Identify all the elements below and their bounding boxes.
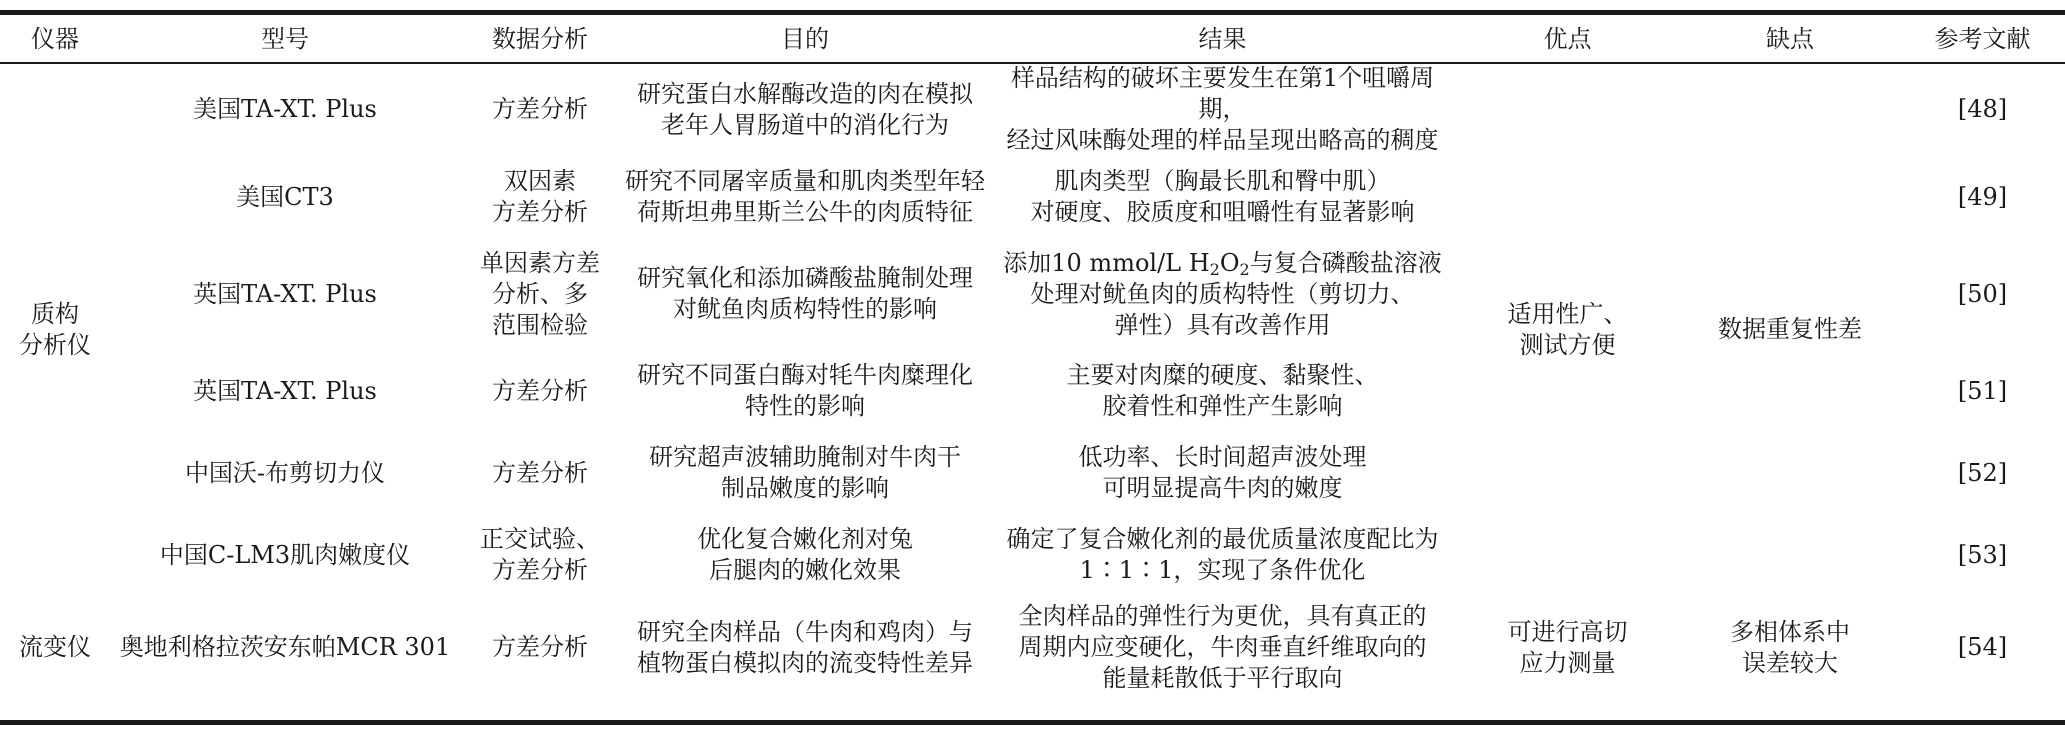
- cons-cell: 数据重复性差: [1718, 315, 1862, 343]
- result-cell: [990, 238, 1455, 350]
- analysis-cell: 正交试验、 方差分析: [480, 525, 600, 584]
- header-pros: 优点: [1543, 24, 1592, 53]
- model-cell: 美国CT3: [236, 182, 334, 211]
- analysis-cell: 方差分析: [492, 95, 588, 123]
- purpose-cell: 研究不同屠宰质量和肌肉类型年轻 荷斯坦弗里斯兰公牛的肉质特征: [625, 167, 985, 226]
- result-text-b: O: [1219, 248, 1240, 277]
- result-text-c: 与复合磷酸盐溶液 处理对鱿鱼肉的质构特性（剪切力、 弹性）具有改善作用: [1030, 248, 1442, 339]
- analysis-cell: 方差分析: [492, 376, 588, 405]
- header-purpose: 目的: [781, 24, 829, 53]
- model-cell: 英国TA-XT. Plus: [193, 376, 377, 405]
- header-row: [0, 15, 2065, 63]
- purpose-cell: 研究氧化和添加磷酸盐腌制处理 对鱿鱼肉质构特性的影响: [637, 264, 973, 323]
- reference-cell: [51]: [1957, 376, 2008, 405]
- reference-cell: [50]: [1957, 279, 2008, 308]
- purpose-cell: 研究全肉样品（牛肉和鸡肉）与 植物蛋白模拟肉的流变特性差异: [637, 617, 973, 677]
- result-cell: 主要对肉糜的硬度、黏聚性、 胶着性和弹性产生影响: [1066, 361, 1379, 420]
- instrument-cell: 流变仪: [19, 633, 91, 661]
- subscript-2: 2: [1239, 259, 1250, 279]
- purpose-cell: 研究不同蛋白酶对牦牛肉糜理化 特性的影响: [637, 361, 973, 420]
- analysis-cell: 方差分析: [492, 458, 588, 487]
- reference-cell: [52]: [1957, 458, 2008, 487]
- result-cell: 低功率、长时间超声波处理 可明显提高牛肉的嫩度: [1078, 443, 1367, 502]
- bottom-rule: [0, 720, 2065, 725]
- result-cell: 确定了复合嫩化剂的最优质量浓度配比为 1∶1∶1，实现了条件优化: [1006, 525, 1439, 584]
- reference-cell: [53]: [1957, 540, 2008, 569]
- purpose-cell: 优化复合嫩化剂对兔 后腿肉的嫩化效果: [697, 525, 913, 584]
- table-row: [0, 63, 2065, 156]
- cons-cell: 多相体系中 误差较大: [1730, 617, 1850, 677]
- result-cell: 样品结构的破坏主要发生在第1个咀嚼周期， 经过风味酶处理的样品呈现出略高的稠度: [1006, 64, 1439, 154]
- purpose-cell: 研究超声波辅助腌制对牛肉干 制品嫩度的影响: [649, 443, 961, 502]
- model-cell: 中国沃-布剪切力仪: [184, 458, 386, 487]
- purpose-cell: 研究蛋白水解酶改造的肉在模拟 老年人胃肠道中的消化行为: [637, 79, 973, 139]
- header-cons: 缺点: [1766, 24, 1814, 53]
- reference-cell: [54]: [1957, 633, 2008, 661]
- model-cell: 美国TA-XT. Plus: [193, 95, 377, 123]
- header-analysis: 数据分析: [492, 24, 588, 53]
- subscript-2: 2: [1209, 259, 1220, 279]
- header-instrument: 仪器: [31, 24, 79, 53]
- header-reference: 参考文献: [1934, 24, 2031, 53]
- result-text-a: 添加10 mmol/L H: [1003, 248, 1210, 277]
- pros-cell: 适用性广、 测试方便: [1507, 299, 1628, 359]
- instrument-cell: 质构 分析仪: [19, 299, 91, 359]
- comparison-table: [0, 15, 2065, 699]
- analysis-cell: 单因素方差 分析、多 范围检验: [480, 248, 600, 339]
- header-result: 结果: [1198, 24, 1247, 53]
- reference-cell: [49]: [1957, 182, 2008, 211]
- header-model: 型号: [261, 24, 309, 53]
- result-cell: 肌肉类型（胸最长肌和臀中肌） 对硬度、胶质度和咀嚼性有显著影响: [1030, 167, 1415, 226]
- result-cell: 全肉样品的弹性行为更优，具有真正的 周期内应变硬化，牛肉垂直纤维取向的 能量耗散低于平行取向: [1018, 602, 1427, 692]
- reference-cell: [48]: [1957, 95, 2008, 123]
- model-cell: 中国C-LM3肌肉嫩度仪: [159, 540, 411, 569]
- model-cell: 英国TA-XT. Plus: [193, 279, 377, 308]
- pros-cell: 可进行高切 应力测量: [1507, 617, 1628, 677]
- table-row: [0, 596, 2065, 699]
- analysis-cell: 双因素 方差分析: [492, 167, 588, 226]
- model-cell: 奥地利格拉茨安东帕MCR 301: [119, 633, 451, 661]
- analysis-cell: 方差分析: [492, 633, 588, 661]
